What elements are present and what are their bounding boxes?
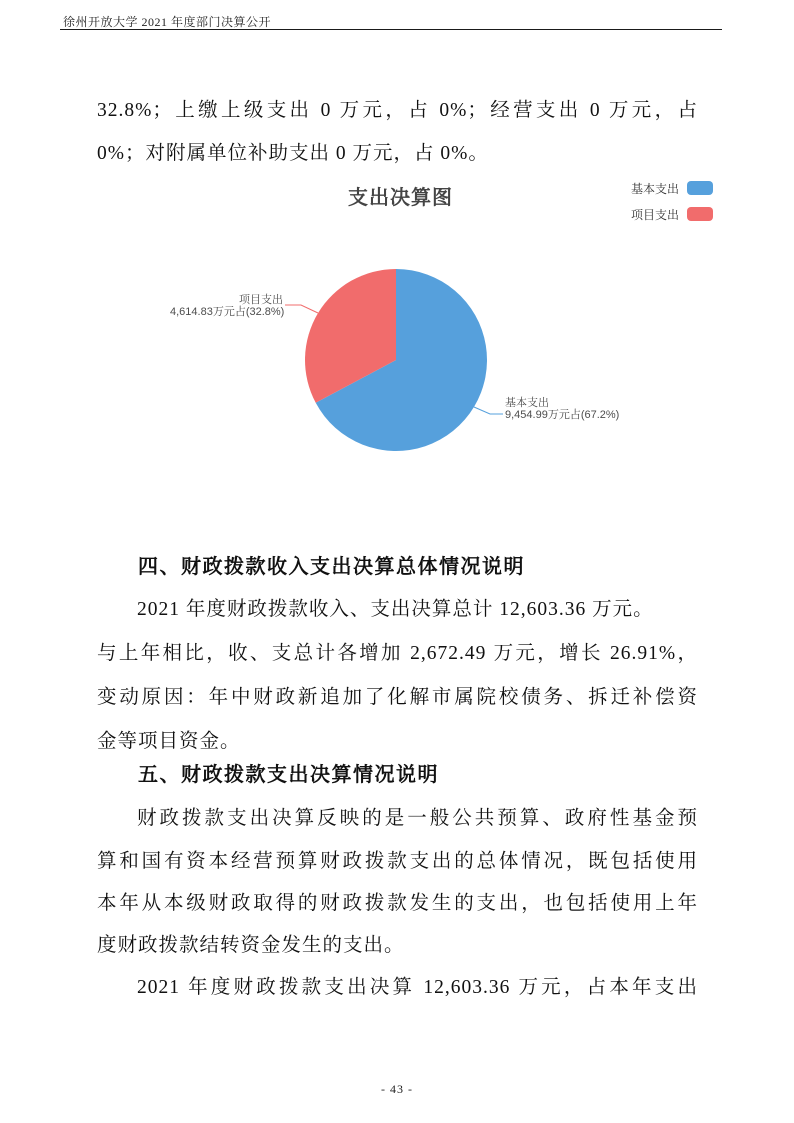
pie-label-basic-value: 9,454.99万元占(67.2%) <box>505 409 620 421</box>
header-rule <box>60 29 722 30</box>
label-line-project <box>285 305 318 313</box>
chart-title: 支出决算图 <box>348 187 453 209</box>
body-line: 2021 年度财政拨款支出决算 12,603.36 万元，占本年支出 <box>137 977 698 998</box>
legend-item-basic <box>631 180 713 196</box>
page-number: - 43 - <box>381 1082 413 1096</box>
pie-label-basic <box>505 397 619 421</box>
body-line: 财政拨款支出决算反映的是一般公共预算、政府性基金预 <box>137 808 698 829</box>
legend-label-project: 项目支出 <box>630 207 679 222</box>
body-line: 金等项目资金。 <box>97 731 241 752</box>
pie-label-project <box>170 294 283 318</box>
body-line: 0%；对附属单位补助支出 0 万元，占 0%。 <box>97 143 489 164</box>
legend-swatch-basic <box>687 181 713 195</box>
legend-swatch-project <box>687 207 713 221</box>
pie-label-project-value: 4,614.83万元占(32.8%) <box>170 306 285 318</box>
pie-chart <box>160 255 640 470</box>
section-heading-5: 五、财政拨款支出决算情况说明 <box>138 764 439 786</box>
label-line-basic <box>474 407 503 414</box>
legend-item-project <box>631 206 713 222</box>
pie-label-basic-name: 基本支出 <box>505 397 549 409</box>
pie-label-project-name: 项目支出 <box>239 294 283 306</box>
legend-label-basic: 基本支出 <box>630 181 679 196</box>
body-line: 与上年相比，收、支总计各增加 2,672.49 万元，增长 26.91%， <box>97 643 698 664</box>
body-line: 变动原因：年中财政新追加了化解市属院校债务、拆迁补偿资 <box>97 687 698 708</box>
body-line: 2021 年度财政拨款收入、支出决算总计 12,603.36 万元。 <box>137 599 654 620</box>
body-line: 32.8%；上缴上级支出 0 万元，占 0%；经营支出 0 万元，占 <box>97 100 698 121</box>
body-line: 度财政拨款结转资金发生的支出。 <box>97 935 405 956</box>
body-line: 本年从本级财政取得的财政拨款发生的支出，也包括使用上年 <box>97 893 698 914</box>
page-header-title: 徐州开放大学 2021 年度部门决算公开 <box>63 15 272 29</box>
body-line: 算和国有资本经营预算财政拨款支出的总体情况，既包括使用 <box>97 851 698 872</box>
section-heading-4: 四、财政拨款收入支出决算总体情况说明 <box>138 556 525 578</box>
